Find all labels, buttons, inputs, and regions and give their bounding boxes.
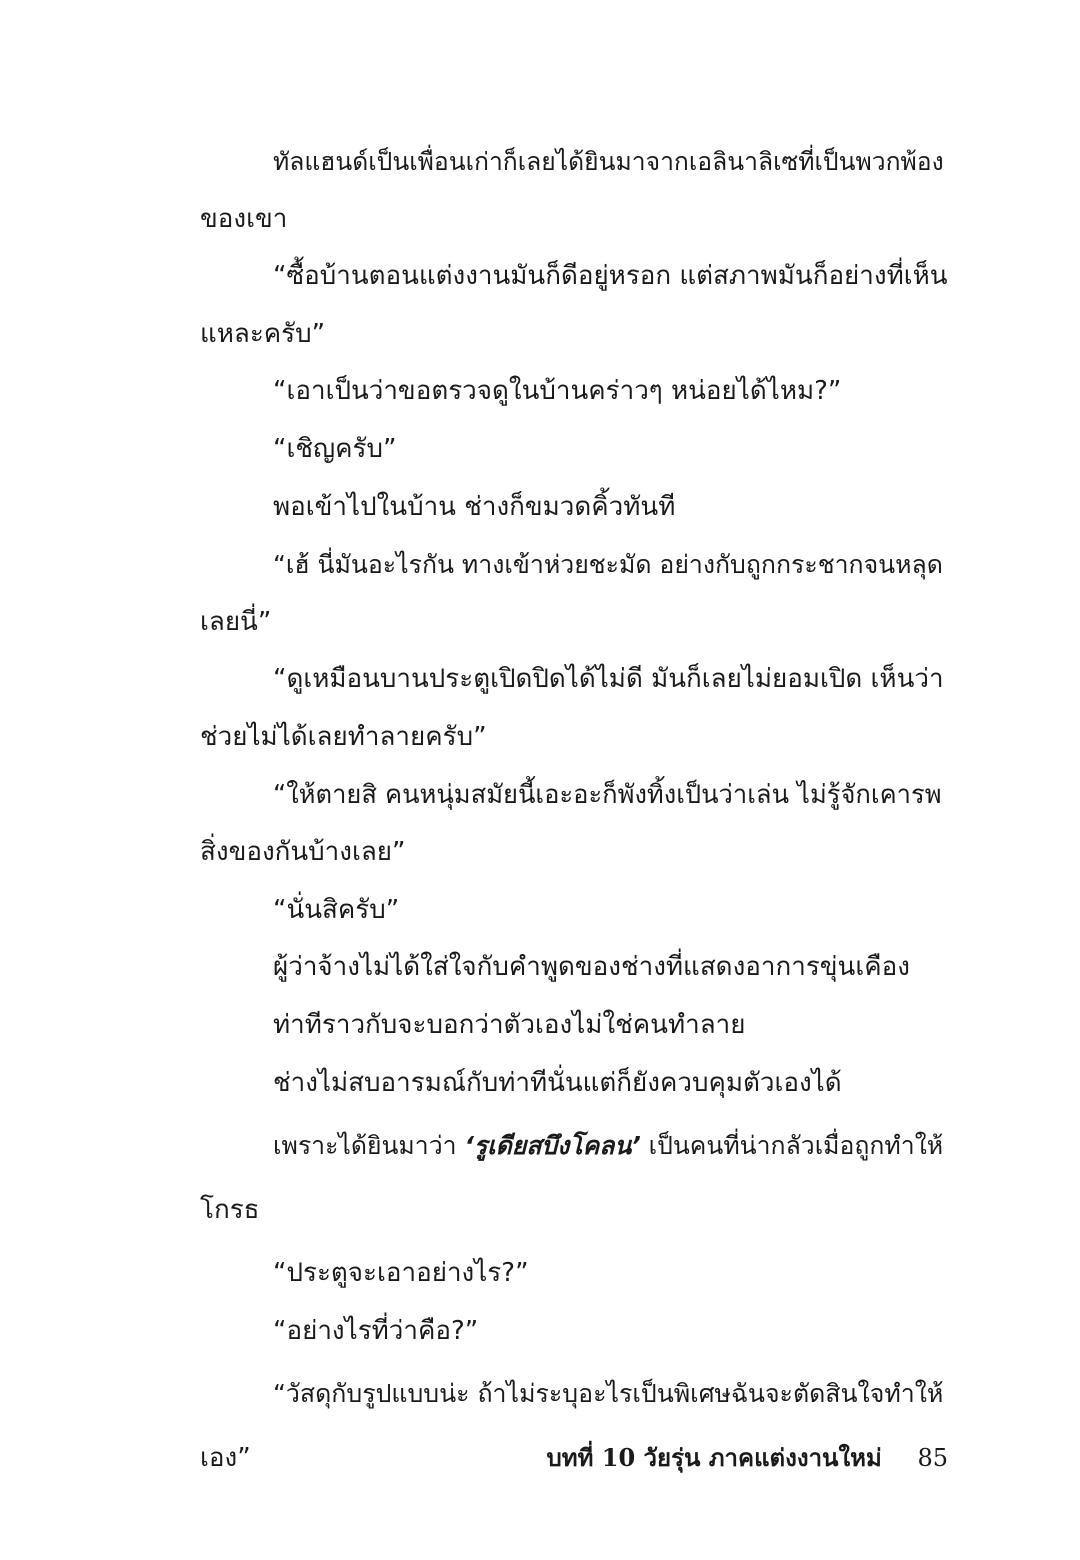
paragraph-line: ผู้ว่าจ้างไม่ได้ใส่ใจกับคำพูดของช่างที่แสดงอาการขุ่นเคือง <box>273 952 910 983</box>
chapter-title: บทที่ 10 วัยรุ่น ภาคแต่งงานใหม่ <box>546 1443 882 1472</box>
paragraph-line: โกรธ <box>200 1195 260 1226</box>
paragraph-line: ทัลแฮนด์เป็นเพื่อนเก่าก็เลยได้ยินมาจากเอลินาลิเซที่เป็นพวกพ้อง <box>273 147 944 176</box>
paragraph-line: เพราะได้ยินมาว่า ‘รูเดียสบึงโคลน’ เป็นคนที่น่ากลัวเมื่อถูกทำให้ <box>273 1131 944 1161</box>
paragraph-line: สิ่งของกันบ้างเลย” <box>200 837 406 868</box>
paragraph-line: ท่าทีราวกับจะบอกว่าตัวเองไม่ใช่คนทำลาย <box>273 1009 746 1040</box>
paragraph-line: ของเขา <box>200 203 288 234</box>
paragraph-line: “ดูเหมือนบานประตูเปิดปิดได้ไม่ดี มันก็เลยไม่ยอมเปิด เห็นว่า <box>273 664 944 695</box>
paragraph-line: “เชิญครับ” <box>273 433 397 464</box>
paragraph-line: “เอาเป็นว่าขอตรวจดูในบ้านคร่าวๆ หน่อยได้ไหม?” <box>273 376 842 407</box>
paragraph-line: “ซื้อบ้านตอนแต่งงานมันก็ดีอยู่หรอก แต่สภาพมันก็อย่างที่เห็น <box>273 261 948 292</box>
emphasized-name: ‘รูเดียสบึงโคลน’ <box>464 1131 641 1161</box>
paragraph-line: ช่างไม่สบอารมณ์กับท่าทีนั่นแต่ก็ยังควบคุมตัวเองได้ <box>273 1067 842 1098</box>
paragraph-line: “นั่นสิครับ” <box>273 894 400 925</box>
page-number: 85 <box>917 1444 948 1472</box>
paragraph-line: พอเข้าไปในบ้าน ช่างก็ขมวดคิ้วทันที <box>273 491 676 522</box>
paragraph-line: เอง” <box>200 1443 251 1474</box>
page-body-text <box>200 133 948 1493</box>
paragraph-line: “ให้ตายสิ คนหนุ่มสมัยนี้เอะอะก็พังทิ้งเป็นว่าเล่น ไม่รู้จักเคารพ <box>273 779 942 810</box>
paragraph-line: แหละครับ” <box>200 318 326 349</box>
paragraph-line: ช่วยไม่ได้เลยทำลายครับ” <box>200 721 487 752</box>
paragraph-line: เลยนี่” <box>200 606 272 637</box>
paragraph-line: “อย่างไรที่ว่าคือ?” <box>273 1315 479 1346</box>
page-footer <box>547 1438 948 1477</box>
paragraph-line: “วัสดุกับรูปแบบน่ะ ถ้าไม่ระบุอะไรเป็นพิเศษฉันจะตัดสินใจทำให้ <box>273 1379 944 1409</box>
paragraph-line: “เฮ้ นี่มันอะไรกัน ทางเข้าห่วยชะมัด อย่างกับถูกกระชากจนหลุด <box>273 550 943 580</box>
paragraph-line: “ประตูจะเอาอย่างไร?” <box>273 1258 529 1289</box>
